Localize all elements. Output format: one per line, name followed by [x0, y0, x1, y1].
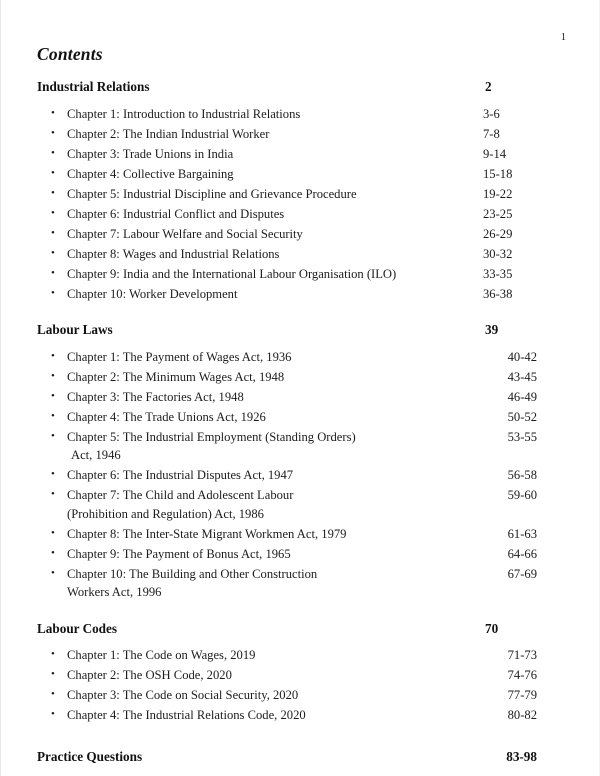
bullet-icon: • [51, 668, 55, 681]
chapter-title-line: Chapter 2: The Minimum Wages Act, 1948 [67, 369, 285, 384]
chapter-entry[interactable] [37, 388, 547, 407]
chapter-page-range: 74-76 [507, 668, 537, 683]
section-heading-label: Industrial Relations [37, 79, 150, 95]
bullet-icon: • [51, 468, 55, 481]
chapter-page-range: 36-38 [483, 286, 513, 301]
chapter-entry[interactable] [37, 408, 547, 427]
chapter-entry[interactable] [37, 565, 547, 602]
chapter-title [67, 706, 473, 725]
page-title: Contents [37, 44, 103, 64]
chapter-page-range: 19-22 [483, 186, 513, 201]
chapter-title [67, 545, 473, 564]
table-of-contents [37, 45, 547, 765]
chapter-entry[interactable] [37, 245, 547, 264]
chapter-page-range: 64-66 [507, 546, 537, 561]
chapter-title [67, 245, 482, 264]
chapter-title [67, 408, 473, 427]
chapter-page-range: 46-49 [507, 389, 537, 404]
bullet-icon: • [51, 246, 55, 259]
section-heading-page: 39 [485, 322, 499, 338]
bullet-icon: • [51, 526, 55, 539]
chapter-title-line: Chapter 4: The Industrial Relations Code, 2020 [67, 708, 306, 723]
chapter-title-line: Chapter 9: The Payment of Bonus Act, 1965 [67, 546, 291, 561]
chapter-entry[interactable] [37, 545, 547, 564]
chapter-page-range: 67-69 [507, 566, 537, 581]
toc-section-labour-laws [37, 322, 547, 602]
practice-questions-page: 83-98 [506, 748, 537, 764]
chapter-page-range: 7-8 [483, 126, 500, 141]
chapter-page-range: 53-55 [507, 429, 537, 444]
section-heading-row[interactable] [37, 79, 547, 96]
chapter-page-range: 15-18 [483, 166, 513, 181]
chapter-entry[interactable] [37, 105, 547, 124]
chapter-page-range: 9-14 [483, 146, 507, 161]
section-heading-label: Labour Codes [37, 620, 118, 636]
bullet-icon: • [51, 488, 55, 501]
chapter-title-line: Chapter 10: The Building and Other Construction [67, 566, 318, 581]
chapter-title [67, 105, 482, 124]
chapter-page-range: 30-32 [483, 246, 513, 261]
chapter-title-wrap-line: (Prohibition and Regulation) Act, 1986 [67, 506, 264, 521]
bullet-icon: • [51, 389, 55, 402]
chapter-title [67, 565, 473, 602]
section-heading-page: 70 [485, 620, 499, 636]
page-number-folio: 1 [560, 32, 566, 43]
bullet-icon: • [51, 409, 55, 422]
bullet-icon: • [51, 688, 55, 701]
chapter-title-line: Chapter 3: The Code on Social Security, 2020 [67, 688, 299, 703]
chapter-entry[interactable] [37, 348, 547, 367]
bullet-icon: • [51, 186, 55, 199]
chapter-title [67, 368, 473, 387]
chapter-title-line: Chapter 9: India and the International Labour Organisation (ILO) [67, 266, 397, 281]
chapter-title-line: Chapter 5: Industrial Discipline and Grievance Procedure [67, 186, 357, 201]
practice-questions-label: Practice Questions [37, 748, 143, 764]
chapter-title-line: Chapter 7: The Child and Adolescent Labour [67, 488, 294, 503]
chapter-entry[interactable] [37, 205, 547, 224]
chapter-title [67, 466, 473, 485]
bullet-icon: • [51, 266, 55, 279]
chapter-entry[interactable] [37, 265, 547, 284]
chapter-entry[interactable] [37, 428, 547, 465]
chapter-title-line: Chapter 5: The Industrial Employment (Standing Orders) [67, 429, 356, 444]
chapter-entry[interactable] [37, 185, 547, 204]
chapter-entry[interactable] [37, 686, 547, 705]
chapter-title [67, 125, 482, 144]
toc-section-labour-codes [37, 621, 547, 725]
chapter-entry[interactable] [37, 525, 547, 544]
bullet-icon: • [51, 126, 55, 139]
chapter-entry[interactable] [37, 706, 547, 725]
chapter-page-range: 40-42 [507, 349, 537, 364]
chapter-title [67, 285, 482, 304]
chapter-title [67, 428, 473, 465]
section-heading-row[interactable] [37, 621, 547, 638]
chapter-title [67, 525, 473, 544]
chapter-entry[interactable] [37, 145, 547, 164]
chapter-title-line: Chapter 8: Wages and Industrial Relations [67, 246, 280, 261]
chapter-title [67, 686, 473, 705]
chapter-title-line: Chapter 3: The Factories Act, 1948 [67, 389, 244, 404]
bullet-icon: • [51, 166, 55, 179]
bullet-icon: • [51, 286, 55, 299]
chapter-title [67, 646, 473, 665]
chapter-entry[interactable] [37, 486, 547, 523]
section-heading-row[interactable] [37, 322, 547, 339]
chapter-title [67, 348, 473, 367]
chapter-page-range: 26-29 [483, 226, 513, 241]
chapter-page-range: 80-82 [507, 708, 537, 723]
bullet-icon: • [51, 546, 55, 559]
bullet-icon: • [51, 146, 55, 159]
section-heading-page: 2 [485, 79, 492, 95]
chapter-page-range: 77-79 [507, 688, 537, 703]
bullet-icon: • [51, 106, 55, 119]
chapter-title-line: Chapter 3: Trade Unions in India [67, 146, 234, 161]
chapter-title-line: Chapter 1: Introduction to Industrial Relations [67, 106, 301, 121]
bullet-icon: • [51, 648, 55, 661]
chapter-entry[interactable] [37, 285, 547, 304]
chapter-entry[interactable] [37, 666, 547, 685]
bullet-icon: • [51, 429, 55, 442]
chapter-title [67, 388, 473, 407]
chapter-page-range: 71-73 [507, 648, 537, 663]
chapter-title-line: Chapter 6: The Industrial Disputes Act, 1947 [67, 468, 294, 483]
toc-section-industrial-relations [37, 79, 547, 303]
chapter-title [67, 205, 482, 224]
bullet-icon: • [51, 349, 55, 362]
chapter-list [37, 105, 547, 304]
chapter-title-line: Chapter 2: The Indian Industrial Worker [67, 126, 270, 141]
chapter-page-range: 61-63 [507, 526, 537, 541]
chapter-title-line: Chapter 7: Labour Welfare and Social Security [67, 226, 303, 241]
chapter-entry[interactable] [37, 368, 547, 387]
chapter-title [67, 165, 482, 184]
chapter-title-wrap-line: Workers Act, 1996 [67, 585, 162, 600]
chapter-title-line: Chapter 1: The Code on Wages, 2019 [67, 648, 256, 663]
chapter-title-line: Chapter 4: The Trade Unions Act, 1926 [67, 409, 266, 424]
chapter-title-line: Chapter 2: The OSH Code, 2020 [67, 668, 232, 683]
chapter-page-range: 23-25 [483, 206, 513, 221]
sections-container [37, 79, 547, 725]
chapter-entry[interactable] [37, 646, 547, 665]
chapter-title-line: Chapter 1: The Payment of Wages Act, 1936 [67, 349, 292, 364]
bullet-icon: • [51, 566, 55, 579]
chapter-page-range: 3-6 [483, 106, 500, 121]
chapter-page-range: 56-58 [507, 468, 537, 483]
bullet-icon: • [51, 206, 55, 219]
chapter-title [67, 486, 473, 523]
chapter-title [67, 185, 482, 204]
chapter-title-line: Chapter 8: The Inter-State Migrant Workmen Act, 1979 [67, 526, 347, 541]
chapter-title [67, 666, 473, 685]
chapter-list [37, 646, 547, 725]
chapter-entry[interactable] [37, 225, 547, 244]
bullet-icon: • [51, 369, 55, 382]
practice-questions-row[interactable] [37, 749, 547, 765]
chapter-page-range: 50-52 [507, 409, 537, 424]
chapter-entry[interactable] [37, 466, 547, 485]
chapter-title-line: Chapter 4: Collective Bargaining [67, 166, 234, 181]
chapter-page-range: 33-35 [483, 266, 513, 281]
chapter-entry[interactable] [37, 165, 547, 184]
chapter-title-line: Chapter 6: Industrial Conflict and Disputes [67, 206, 285, 221]
chapter-title-wrap-line: Act, 1946 [71, 448, 121, 463]
chapter-entry[interactable] [37, 125, 547, 144]
chapter-title [67, 265, 482, 284]
bullet-icon: • [51, 708, 55, 721]
chapter-page-range: 59-60 [507, 488, 537, 503]
chapter-list [37, 348, 547, 602]
bullet-icon: • [51, 226, 55, 239]
chapter-title-line: Chapter 10: Worker Development [67, 286, 238, 301]
chapter-title [67, 225, 482, 244]
chapter-page-range: 43-45 [507, 369, 537, 384]
section-heading-label: Labour Laws [37, 322, 113, 338]
chapter-title [67, 145, 482, 164]
